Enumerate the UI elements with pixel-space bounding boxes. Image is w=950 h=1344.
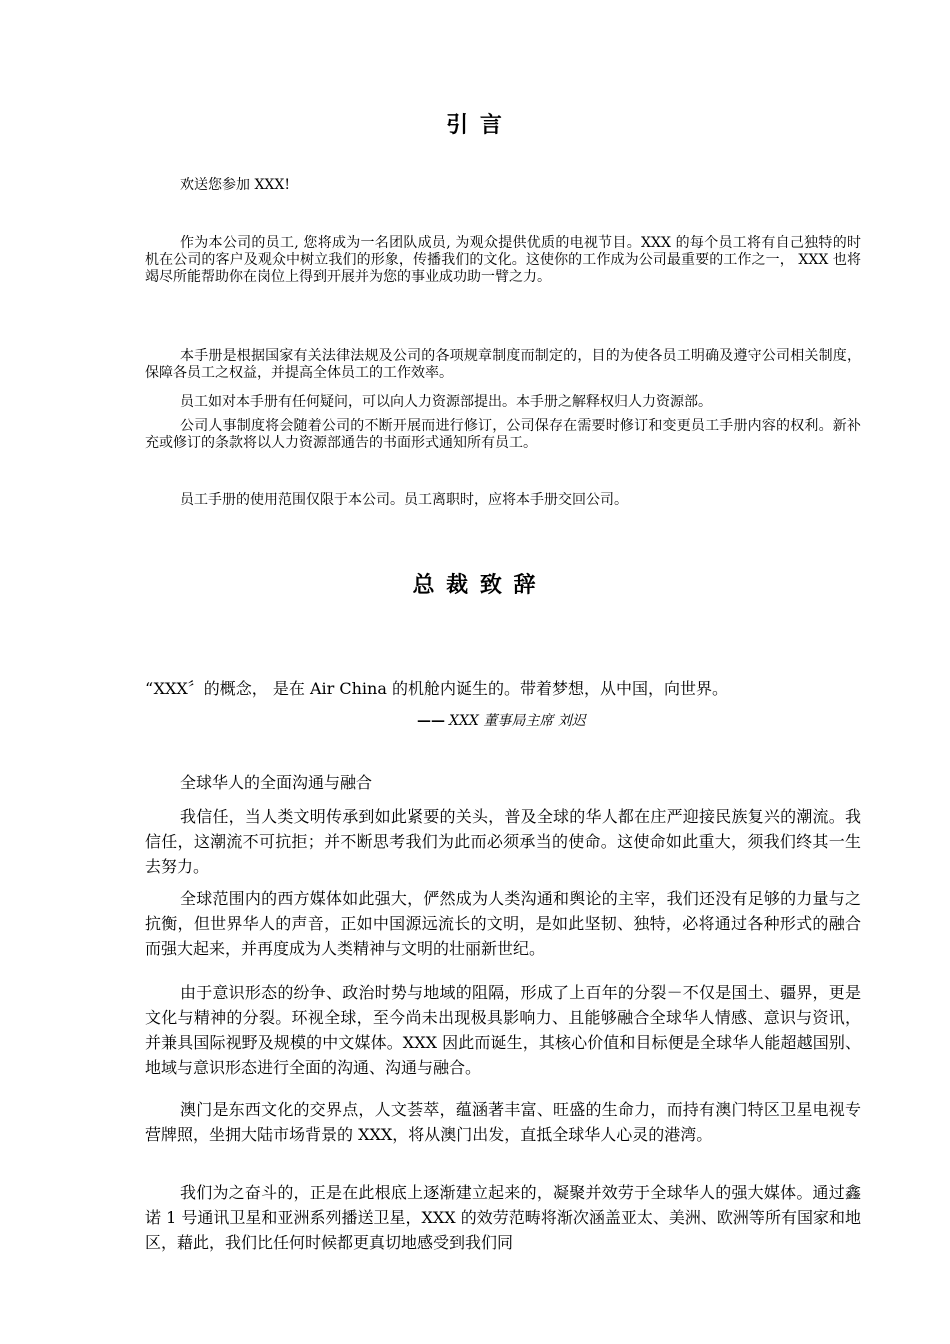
speech-title: 总 裁 致 辞 [412, 572, 538, 598]
speech-quote: “XXX〞的概念， 是在 Air China 的机舱内诞生的。带着梦想，从中国，向世界。 [145, 679, 728, 698]
speech-signature [417, 710, 586, 730]
welcome-line: 欢送您参加 XXX! [180, 177, 290, 193]
speech-heading: 全球华人的全面沟通与融合 [180, 773, 373, 792]
intro-paragraph-2: 本手册是根据国家有关法律法规及公司的各项规章制度而制定的，目的为使各员工明确及遵守公司相关制度，保障各员工之权益，并提高全体员工的工作效率。 [145, 348, 861, 381]
intro-paragraph-5: 员工手册的使用范围仅限于本公司。员工离职时，应将本手册交回公司。 [180, 492, 628, 508]
speech-paragraph-5: 我们为之奋斗的，正是在此根底上逐渐建立起来的，凝聚并效劳于全球华人的强大媒体。通过鑫诺 1 号通讯卫星和亚洲系列播送卫星，XXX 的效劳范畴将渐次涵盖亚太、美洲、欧洲等所有国家和地区，藉此，我们比任何时候都更真切地感受到我们同 [145, 1183, 861, 1252]
signature-dash: —— [417, 713, 445, 729]
speech-paragraph-4: 澳门是东西文化的交界点，人文荟萃，蕴涵著丰富、旺盛的生命力，而持有澳门特区卫星电视专营牌照，坐拥大陆市场背景的 XXX，将从澳门出发，直抵全球华人心灵的港湾。 [145, 1100, 861, 1144]
speech-paragraph-1: 我信任，当人类文明传承到如此紧要的关头，普及全球的华人都在庄严迎接民族复兴的潮流。我信任，这潮流不可抗拒；并不断思考我们为此而必须承当的使命。这使命如此重大，须我们终其一生去努力。 [145, 807, 861, 876]
intro-paragraph-4: 公司人事制度将会随着公司的不断开展而进行修订，公司保存在需要时修订和变更员工手册内容的权利。新补充或修订的条款将以人力资源部通告的书面形式通知所有员工。 [145, 418, 861, 451]
intro-paragraph-1: 作为本公司的员工, 您将成为一名团队成员, 为观众提供优质的电视节目。XXX 的每个员工将有自己独特的时机在公司的客户及观众中树立我们的形象，传播我们的文化。这使你的工作成为公司最重要的工作之一， XXX 也将竭尽所能帮助你在岗位上得到开展并为您的事业成功助一臂之力。 [145, 235, 861, 285]
speech-paragraph-3: 由于意识形态的纷争、政治时势与地域的阻隔，形成了上百年的分裂－不仅是国土、疆界，更是文化与精神的分裂。环视全球，至今尚未出现极具影响力、且能够融合全球华人情感、意识与资讯，并兼具国际视野及规模的中文媒体。XXX 因此而诞生，其核心价值和目标便是全球华人能超越国别、地域与意识形态进行全面的沟通、沟通与融合。 [145, 983, 861, 1077]
speech-paragraph-2: 全球范围内的西方媒体如此强大，俨然成为人类沟通和舆论的主宰，我们还没有足够的力量与之抗衡，但世界华人的声音，正如中国源远流长的文明，是如此坚韧、独特，必将通过各种形式的融合而强大起来，并再度成为人类精神与文明的壮丽新世纪。 [145, 889, 861, 958]
signature-text: XXX 董事局主席 刘迟 [449, 713, 586, 729]
intro-paragraph-3: 员工如对本手册有任何疑问，可以向人力资源部提出。本手册之解释权归人力资源部。 [180, 394, 712, 410]
intro-title: 引 言 [446, 112, 504, 138]
